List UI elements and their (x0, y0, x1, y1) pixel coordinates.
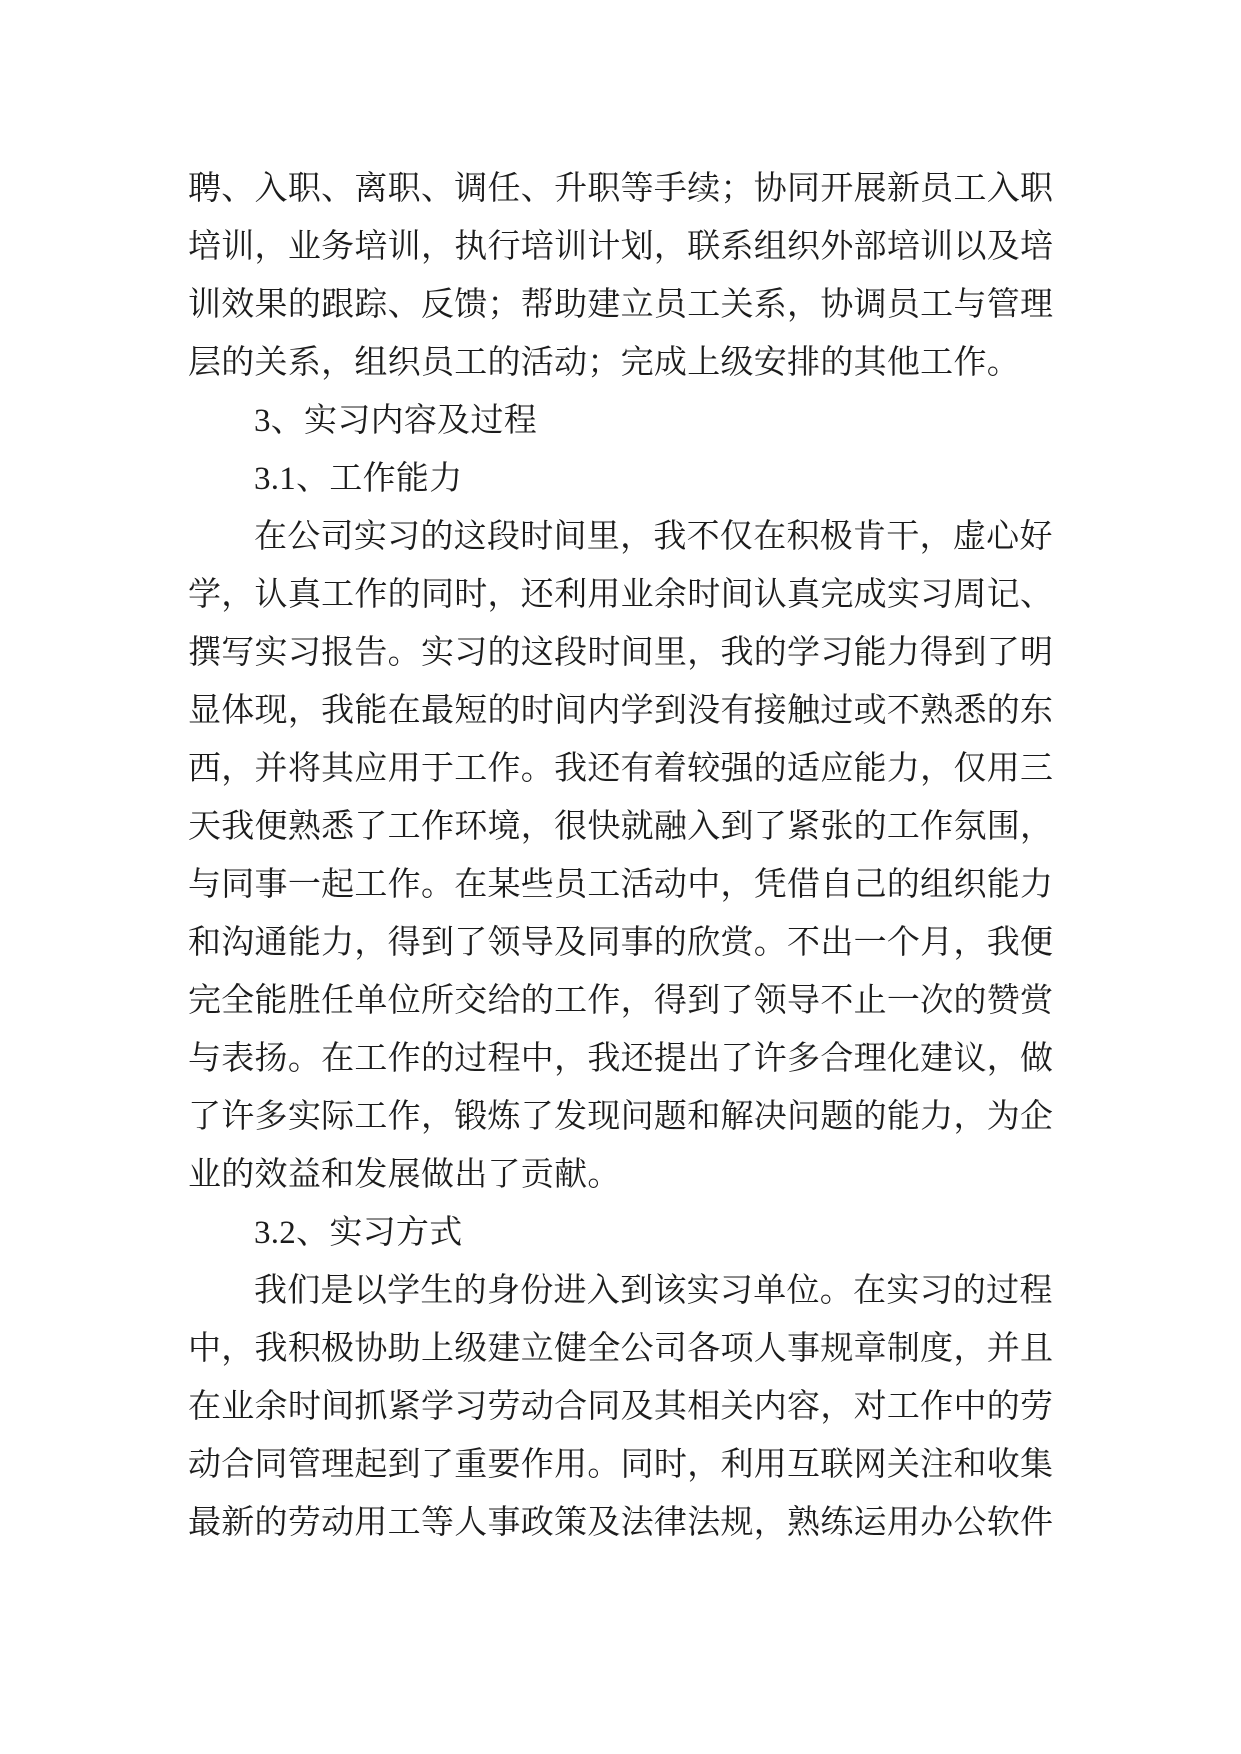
text-line: 与表扬。在工作的过程中，我还提出了许多合理化建议，做 (188, 1041, 1054, 1077)
text-line: 了许多实际工作，锻炼了发现问题和解决问题的能力，为企 (188, 1099, 1054, 1135)
paragraph-start: 我们是以学生的身份进入到该实习单位。在实习的过程 (254, 1273, 1053, 1309)
text-line: 天我便熟悉了工作环境，很快就融入到了紧张的工作氛围， (188, 809, 1054, 845)
paragraph-start: 在公司实习的这段时间里，我不仅在积极肯干，虚心好 (254, 519, 1053, 555)
text-line: 业的效益和发展做出了贡献。 (188, 1157, 621, 1193)
document-text-block (188, 160, 1054, 1552)
text-line: 培训，业务培训，执行培训计划，联系组织外部培训以及培 (188, 229, 1054, 265)
text-line: 动合同管理起到了重要作用。同时，利用互联网关注和收集 (188, 1447, 1054, 1483)
section-heading-3-2: 3.2、实习方式 (254, 1215, 463, 1251)
text-line: 学，认真工作的同时，还利用业余时间认真完成实习周记、 (188, 577, 1054, 613)
text-line: 聘、入职、离职、调任、升职等手续；协同开展新员工入职 (188, 171, 1054, 207)
text-line: 西，并将其应用于工作。我还有着较强的适应能力，仅用三 (188, 751, 1054, 787)
text-line: 完全能胜任单位所交给的工作，得到了领导不止一次的赞赏 (188, 983, 1054, 1019)
text-line: 层的关系，组织员工的活动；完成上级安排的其他工作。 (188, 345, 1020, 381)
section-heading-3-1: 3.1、工作能力 (254, 461, 463, 497)
text-line: 和沟通能力，得到了领导及同事的欣赏。不出一个月，我便 (188, 925, 1054, 961)
text-line: 在业余时间抓紧学习劳动合同及其相关内容，对工作中的劳 (188, 1389, 1054, 1425)
text-line: 撰写实习报告。实习的这段时间里，我的学习能力得到了明 (188, 635, 1054, 671)
text-line: 与同事一起工作。在某些员工活动中，凭借自己的组织能力 (188, 867, 1054, 903)
text-line: 训效果的跟踪、反馈；帮助建立员工关系，协调员工与管理 (188, 287, 1054, 323)
text-line: 中，我积极协助上级建立健全公司各项人事规章制度，并且 (188, 1331, 1054, 1367)
section-heading-3: 3、实习内容及过程 (254, 403, 538, 439)
text-line: 最新的劳动用工等人事政策及法律法规，熟练运用办公软件 (188, 1505, 1054, 1541)
text-line: 显体现，我能在最短的时间内学到没有接触过或不熟悉的东 (188, 693, 1054, 729)
